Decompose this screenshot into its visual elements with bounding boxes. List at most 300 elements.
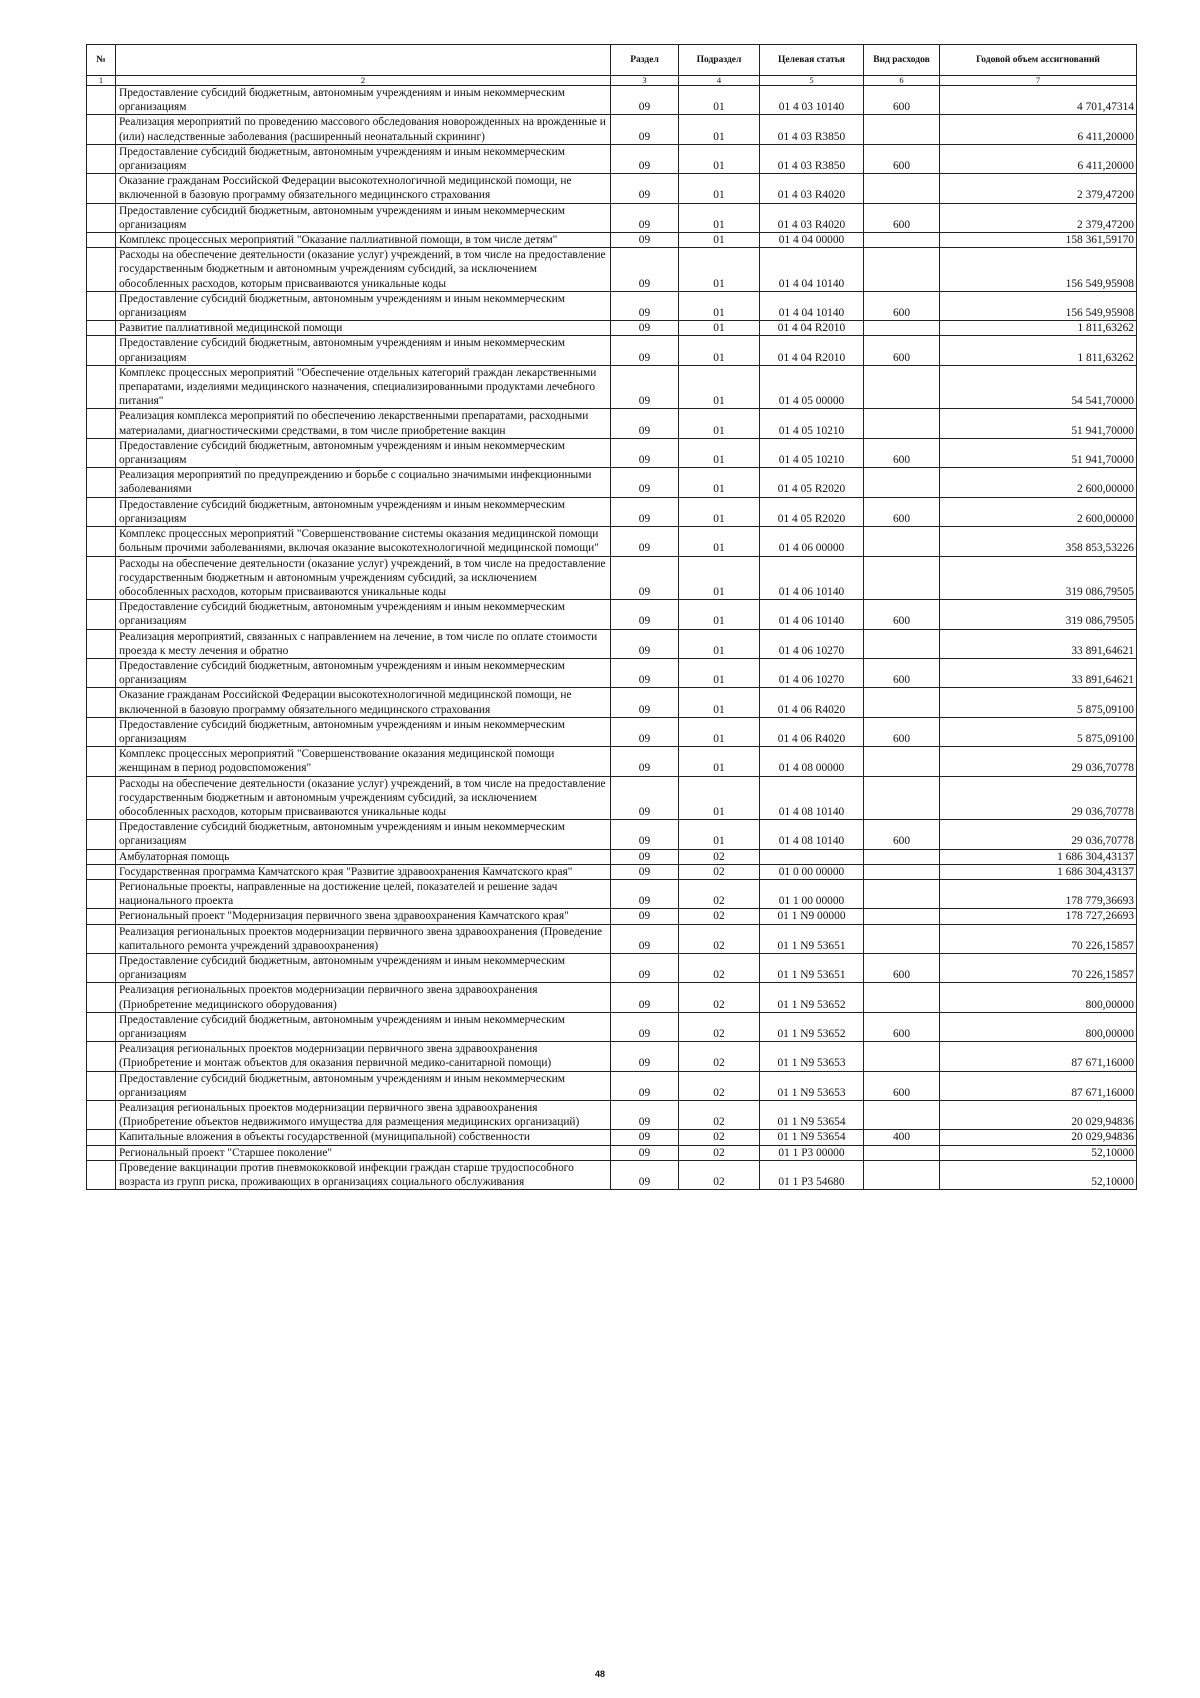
row-expense-type [864, 468, 940, 497]
row-name: Предоставление субсидий бюджетным, автономным учреждениям и иным некоммерческим организациям [116, 717, 611, 746]
row-section: 09 [611, 1101, 679, 1130]
row-name: Государственная программа Камчатского края "Развитие здравоохранения Камчатского края" [116, 864, 611, 879]
row-name: Предоставление субсидий бюджетным, автономным учреждениям и иным некоммерческим организациям [116, 820, 611, 849]
row-name: Предоставление субсидий бюджетным, автономным учреждениям и иным некоммерческим организациям [116, 497, 611, 526]
budget-allocation-table [86, 44, 1137, 1190]
row-subsection: 02 [679, 1042, 760, 1071]
row-amount: 20 029,94836 [940, 1101, 1137, 1130]
row-target-item: 01 4 06 10140 [760, 600, 864, 629]
table-row [87, 688, 1137, 717]
row-expense-type: 600 [864, 658, 940, 687]
row-target-item: 01 1 N9 53652 [760, 983, 864, 1012]
row-name: Комплекс процессных мероприятий "Совершенствование системы оказания медицинской помощи больным прочими заболеваниями, включая оказание высокотехнологичной медицинской помощи" [116, 527, 611, 556]
row-amount: 33 891,64621 [940, 658, 1137, 687]
row-section: 09 [611, 849, 679, 864]
row-name: Предоставление субсидий бюджетным, автономным учреждениям и иным некоммерческим организациям [116, 203, 611, 232]
row-number [87, 776, 116, 820]
row-name: Капитальные вложения в объекты государственной (муниципальной) собственности [116, 1130, 611, 1145]
row-number [87, 864, 116, 879]
row-number [87, 365, 116, 409]
row-subsection: 02 [679, 909, 760, 924]
row-expense-type [864, 924, 940, 953]
table-header-row [87, 45, 1137, 76]
row-number [87, 336, 116, 365]
row-number [87, 1160, 116, 1189]
row-amount: 70 226,15857 [940, 953, 1137, 982]
row-target-item: 01 4 06 10140 [760, 556, 864, 600]
row-amount: 358 853,53226 [940, 527, 1137, 556]
row-section: 09 [611, 86, 679, 115]
row-name: Реализация комплекса мероприятий по обеспечению лекарственными препаратами, расходными материалами, диагностическими средствами, в том числе приобретение вакцин [116, 409, 611, 438]
row-subsection: 02 [679, 864, 760, 879]
table-row [87, 820, 1137, 849]
row-number [87, 747, 116, 776]
row-subsection: 02 [679, 1160, 760, 1189]
row-expense-type [864, 248, 940, 292]
column-number: 2 [116, 76, 611, 86]
header-target-item: Целевая статья [760, 45, 864, 76]
row-target-item: 01 1 N9 53654 [760, 1130, 864, 1145]
row-target-item: 01 4 08 10140 [760, 820, 864, 849]
row-number [87, 924, 116, 953]
row-section: 09 [611, 820, 679, 849]
row-target-item: 01 4 06 00000 [760, 527, 864, 556]
row-number [87, 438, 116, 467]
row-section: 09 [611, 1145, 679, 1160]
row-section: 09 [611, 1012, 679, 1041]
row-expense-type [864, 747, 940, 776]
row-number [87, 248, 116, 292]
row-number [87, 1101, 116, 1130]
row-subsection: 01 [679, 688, 760, 717]
row-name: Предоставление субсидий бюджетным, автономным учреждениям и иным некоммерческим организациям [116, 336, 611, 365]
row-amount: 4 701,47314 [940, 86, 1137, 115]
row-expense-type: 600 [864, 1071, 940, 1100]
row-target-item: 01 4 06 R4020 [760, 717, 864, 746]
column-number: 6 [864, 76, 940, 86]
table-row [87, 321, 1137, 336]
row-section: 09 [611, 409, 679, 438]
row-number [87, 556, 116, 600]
row-amount: 178 779,36693 [940, 879, 1137, 908]
column-number: 3 [611, 76, 679, 86]
row-name: Региональные проекты, направленные на достижение целей, показателей и решение задач национального проекта [116, 879, 611, 908]
row-number [87, 321, 116, 336]
table-row [87, 174, 1137, 203]
row-expense-type: 600 [864, 438, 940, 467]
row-amount: 319 086,79505 [940, 600, 1137, 629]
row-subsection: 01 [679, 365, 760, 409]
row-number [87, 144, 116, 173]
row-subsection: 01 [679, 248, 760, 292]
row-subsection: 01 [679, 321, 760, 336]
row-subsection: 01 [679, 203, 760, 232]
row-subsection: 01 [679, 527, 760, 556]
table-row [87, 1130, 1137, 1145]
row-expense-type: 600 [864, 600, 940, 629]
row-number [87, 497, 116, 526]
row-number [87, 527, 116, 556]
row-amount: 156 549,95908 [940, 248, 1137, 292]
row-target-item: 01 4 04 10140 [760, 248, 864, 292]
row-expense-type [864, 1145, 940, 1160]
row-expense-type: 600 [864, 336, 940, 365]
row-section: 09 [611, 556, 679, 600]
table-row [87, 409, 1137, 438]
header-subsection: Подраздел [679, 45, 760, 76]
table-row [87, 248, 1137, 292]
row-expense-type [864, 879, 940, 908]
row-amount: 87 671,16000 [940, 1071, 1137, 1100]
row-amount: 29 036,70778 [940, 747, 1137, 776]
row-target-item: 01 4 05 10210 [760, 409, 864, 438]
row-subsection: 02 [679, 1130, 760, 1145]
row-number [87, 409, 116, 438]
row-number [87, 174, 116, 203]
table-row [87, 879, 1137, 908]
row-subsection: 01 [679, 717, 760, 746]
table-row [87, 203, 1137, 232]
row-number [87, 909, 116, 924]
table-row [87, 864, 1137, 879]
row-expense-type [864, 688, 940, 717]
row-subsection: 01 [679, 658, 760, 687]
row-name: Комплекс процессных мероприятий "Оказание паллиативной помощи, в том числе детям" [116, 233, 611, 248]
row-subsection: 02 [679, 849, 760, 864]
row-amount: 156 549,95908 [940, 291, 1137, 320]
table-row [87, 556, 1137, 600]
row-name: Предоставление субсидий бюджетным, автономным учреждениям и иным некоммерческим организациям [116, 86, 611, 115]
table-row [87, 909, 1137, 924]
row-number [87, 849, 116, 864]
row-name: Предоставление субсидий бюджетным, автономным учреждениям и иным некоммерческим организациям [116, 438, 611, 467]
row-section: 09 [611, 365, 679, 409]
row-expense-type [864, 409, 940, 438]
row-name: Комплекс процессных мероприятий "Совершенствование оказания медицинской помощи женщинам в период родовспоможения" [116, 747, 611, 776]
row-section: 09 [611, 924, 679, 953]
row-amount: 319 086,79505 [940, 556, 1137, 600]
table-row [87, 600, 1137, 629]
budget-table-sheet [86, 44, 1136, 1190]
row-target-item: 01 1 P3 00000 [760, 1145, 864, 1160]
row-section: 09 [611, 983, 679, 1012]
table-row [87, 1145, 1137, 1160]
row-expense-type [864, 174, 940, 203]
row-amount: 52,10000 [940, 1160, 1137, 1189]
row-target-item: 01 0 00 00000 [760, 864, 864, 879]
column-number-row [87, 76, 1137, 86]
row-amount: 5 875,09100 [940, 717, 1137, 746]
table-row [87, 776, 1137, 820]
row-subsection: 01 [679, 291, 760, 320]
row-expense-type [864, 1042, 940, 1071]
row-expense-type: 600 [864, 291, 940, 320]
row-amount: 6 411,20000 [940, 115, 1137, 144]
row-target-item: 01 1 N9 00000 [760, 909, 864, 924]
table-row [87, 1042, 1137, 1071]
row-number [87, 233, 116, 248]
table-row [87, 629, 1137, 658]
header-name [116, 45, 611, 76]
row-section: 09 [611, 438, 679, 467]
row-name: Предоставление субсидий бюджетным, автономным учреждениям и иным некоммерческим организациям [116, 144, 611, 173]
row-target-item: 01 4 04 00000 [760, 233, 864, 248]
row-amount: 20 029,94836 [940, 1130, 1137, 1145]
column-number: 4 [679, 76, 760, 86]
header-no: № [87, 45, 116, 76]
table-row [87, 336, 1137, 365]
row-number [87, 86, 116, 115]
row-expense-type [864, 527, 940, 556]
row-subsection: 01 [679, 409, 760, 438]
row-target-item: 01 4 08 10140 [760, 776, 864, 820]
row-section: 09 [611, 629, 679, 658]
row-name: Реализация региональных проектов модернизации первичного звена здравоохранения (Приобретение и монтаж объектов для оказания первичной медико-санитарной помощи) [116, 1042, 611, 1071]
row-section: 09 [611, 497, 679, 526]
row-target-item: 01 4 03 R3850 [760, 144, 864, 173]
row-subsection: 01 [679, 468, 760, 497]
row-section: 09 [611, 527, 679, 556]
row-expense-type: 400 [864, 1130, 940, 1145]
row-number [87, 717, 116, 746]
row-number [87, 203, 116, 232]
row-name: Реализация мероприятий, связанных с направлением на лечение, в том числе по оплате стоимости проезда к месту лечения и обратно [116, 629, 611, 658]
row-section: 09 [611, 233, 679, 248]
row-target-item: 01 4 05 R2020 [760, 468, 864, 497]
row-target-item: 01 4 08 00000 [760, 747, 864, 776]
row-subsection: 01 [679, 144, 760, 173]
row-expense-type: 600 [864, 497, 940, 526]
row-amount: 54 541,70000 [940, 365, 1137, 409]
row-name: Развитие паллиативной медицинской помощи [116, 321, 611, 336]
row-expense-type [864, 629, 940, 658]
row-target-item: 01 1 N9 53651 [760, 924, 864, 953]
row-amount: 158 361,59170 [940, 233, 1137, 248]
row-expense-type [864, 556, 940, 600]
row-amount: 178 727,26693 [940, 909, 1137, 924]
row-expense-type [864, 115, 940, 144]
row-section: 09 [611, 321, 679, 336]
row-target-item: 01 4 04 R2010 [760, 336, 864, 365]
row-target-item: 01 1 N9 53651 [760, 953, 864, 982]
row-expense-type: 600 [864, 953, 940, 982]
row-name: Предоставление субсидий бюджетным, автономным учреждениям и иным некоммерческим организациям [116, 600, 611, 629]
header-expense-type: Вид расходов [864, 45, 940, 76]
row-expense-type: 600 [864, 717, 940, 746]
row-name: Предоставление субсидий бюджетным, автономным учреждениям и иным некоммерческим организациям [116, 291, 611, 320]
row-name: Региональный проект "Старшее поколение" [116, 1145, 611, 1160]
row-amount: 29 036,70778 [940, 776, 1137, 820]
row-name: Реализация мероприятий по предупреждению и борьбе с социально значимыми инфекционными заболеваниями [116, 468, 611, 497]
row-amount: 2 600,00000 [940, 497, 1137, 526]
row-target-item: 01 4 05 10210 [760, 438, 864, 467]
row-subsection: 01 [679, 747, 760, 776]
row-target-item: 01 4 06 R4020 [760, 688, 864, 717]
row-subsection: 01 [679, 438, 760, 467]
row-number [87, 820, 116, 849]
row-target-item: 01 4 06 10270 [760, 629, 864, 658]
table-row [87, 658, 1137, 687]
page-number: 48 [594, 1669, 605, 1679]
row-subsection: 02 [679, 1071, 760, 1100]
row-amount: 2 379,47200 [940, 174, 1137, 203]
row-section: 09 [611, 864, 679, 879]
row-expense-type [864, 233, 940, 248]
row-number [87, 953, 116, 982]
row-name: Расходы на обеспечение деятельности (оказание услуг) учреждений, в том числе на предоставление государственным бюджетным и автономным учреждениям субсидий, за исключением обособленных расходов, которым присваиваются уникальные коды [116, 556, 611, 600]
row-subsection: 01 [679, 776, 760, 820]
column-number: 7 [940, 76, 1137, 86]
row-number [87, 879, 116, 908]
row-name: Комплекс процессных мероприятий "Обеспечение отдельных категорий граждан лекарственными препаратами, изделиями медицинского назначения, специализированными продуктами лечебного питания" [116, 365, 611, 409]
row-section: 09 [611, 776, 679, 820]
row-section: 09 [611, 1042, 679, 1071]
row-amount: 2 379,47200 [940, 203, 1137, 232]
table-row [87, 983, 1137, 1012]
row-amount: 6 411,20000 [940, 144, 1137, 173]
table-row [87, 849, 1137, 864]
row-subsection: 02 [679, 1145, 760, 1160]
row-expense-type [864, 1101, 940, 1130]
row-number [87, 115, 116, 144]
row-section: 09 [611, 1160, 679, 1189]
row-target-item: 01 1 N9 53653 [760, 1071, 864, 1100]
row-section: 09 [611, 1071, 679, 1100]
row-amount: 2 600,00000 [940, 468, 1137, 497]
row-number [87, 291, 116, 320]
row-section: 09 [611, 291, 679, 320]
row-expense-type [864, 365, 940, 409]
row-subsection: 01 [679, 174, 760, 203]
row-subsection: 01 [679, 115, 760, 144]
row-amount: 33 891,64621 [940, 629, 1137, 658]
row-target-item: 01 4 04 R2010 [760, 321, 864, 336]
row-expense-type: 600 [864, 144, 940, 173]
table-body [87, 86, 1137, 1190]
row-number [87, 629, 116, 658]
table-row [87, 144, 1137, 173]
table-row [87, 924, 1137, 953]
row-section: 09 [611, 115, 679, 144]
table-row [87, 747, 1137, 776]
row-expense-type [864, 909, 940, 924]
row-number [87, 1145, 116, 1160]
row-name: Реализация региональных проектов модернизации первичного звена здравоохранения (Приобретение медицинского оборудования) [116, 983, 611, 1012]
row-amount: 1 686 304,43137 [940, 864, 1137, 879]
row-amount: 52,10000 [940, 1145, 1137, 1160]
row-amount: 5 875,09100 [940, 688, 1137, 717]
table-row [87, 1160, 1137, 1189]
row-number [87, 1042, 116, 1071]
row-expense-type [864, 849, 940, 864]
row-expense-type [864, 983, 940, 1012]
row-name: Оказание гражданам Российской Федерации высокотехнологичной медицинской помощи, не включенной в базовую программу обязательного медицинского страхования [116, 174, 611, 203]
row-expense-type [864, 1160, 940, 1189]
row-name: Региональный проект "Модернизация первичного звена здравоохранения Камчатского края" [116, 909, 611, 924]
row-expense-type: 600 [864, 86, 940, 115]
row-number [87, 468, 116, 497]
header-section: Раздел [611, 45, 679, 76]
table-row [87, 527, 1137, 556]
table-row [87, 86, 1137, 115]
row-section: 09 [611, 248, 679, 292]
row-expense-type: 600 [864, 1012, 940, 1041]
row-target-item: 01 1 P3 54680 [760, 1160, 864, 1189]
row-target-item: 01 4 05 00000 [760, 365, 864, 409]
row-number [87, 1130, 116, 1145]
row-name: Предоставление субсидий бюджетным, автономным учреждениям и иным некоммерческим организациям [116, 953, 611, 982]
table-row [87, 1012, 1137, 1041]
row-target-item: 01 4 06 10270 [760, 658, 864, 687]
row-name: Расходы на обеспечение деятельности (оказание услуг) учреждений, в том числе на предоставление государственным бюджетным и автономным учреждениям субсидий, за исключением обособленных расходов, которым присваиваются уникальные коды [116, 248, 611, 292]
row-expense-type [864, 776, 940, 820]
row-amount: 800,00000 [940, 983, 1137, 1012]
row-target-item: 01 1 N9 53653 [760, 1042, 864, 1071]
row-target-item [760, 849, 864, 864]
row-target-item: 01 4 03 R3850 [760, 115, 864, 144]
column-number: 5 [760, 76, 864, 86]
row-target-item: 01 4 03 R4020 [760, 174, 864, 203]
row-subsection: 01 [679, 497, 760, 526]
row-name: Проведение вакцинации против пневмококковой инфекции граждан старше трудоспособного возраста из групп риска, проживающих в организациях социального обслуживания [116, 1160, 611, 1189]
table-row [87, 953, 1137, 982]
row-number [87, 600, 116, 629]
table-row [87, 115, 1137, 144]
table-row [87, 1101, 1137, 1130]
row-expense-type: 600 [864, 203, 940, 232]
row-subsection: 01 [679, 86, 760, 115]
row-subsection: 01 [679, 600, 760, 629]
row-amount: 1 686 304,43137 [940, 849, 1137, 864]
row-target-item: 01 4 03 R4020 [760, 203, 864, 232]
row-section: 09 [611, 600, 679, 629]
table-row [87, 497, 1137, 526]
row-section: 09 [611, 879, 679, 908]
row-section: 09 [611, 468, 679, 497]
table-row [87, 468, 1137, 497]
row-subsection: 01 [679, 233, 760, 248]
row-subsection: 02 [679, 983, 760, 1012]
table-row [87, 233, 1137, 248]
row-amount: 51 941,70000 [940, 409, 1137, 438]
row-amount: 87 671,16000 [940, 1042, 1137, 1071]
row-section: 09 [611, 688, 679, 717]
row-name: Реализация мероприятий по проведению массового обследования новорожденных на врожденные и (или) наследственные заболевания (расширенный неонатальный скрининг) [116, 115, 611, 144]
row-number [87, 1071, 116, 1100]
row-section: 09 [611, 174, 679, 203]
row-number [87, 1012, 116, 1041]
row-section: 09 [611, 203, 679, 232]
table-row [87, 291, 1137, 320]
row-section: 09 [611, 909, 679, 924]
row-target-item: 01 4 05 R2020 [760, 497, 864, 526]
row-target-item: 01 1 N9 53652 [760, 1012, 864, 1041]
row-subsection: 01 [679, 336, 760, 365]
row-expense-type: 600 [864, 820, 940, 849]
row-name: Предоставление субсидий бюджетным, автономным учреждениям и иным некоммерческим организациям [116, 1071, 611, 1100]
row-amount: 29 036,70778 [940, 820, 1137, 849]
row-subsection: 01 [679, 556, 760, 600]
row-number [87, 658, 116, 687]
column-number: 1 [87, 76, 116, 86]
row-section: 09 [611, 953, 679, 982]
row-target-item: 01 1 00 00000 [760, 879, 864, 908]
row-subsection: 02 [679, 924, 760, 953]
row-section: 09 [611, 658, 679, 687]
row-target-item: 01 4 04 10140 [760, 291, 864, 320]
row-section: 09 [611, 1130, 679, 1145]
table-row [87, 717, 1137, 746]
